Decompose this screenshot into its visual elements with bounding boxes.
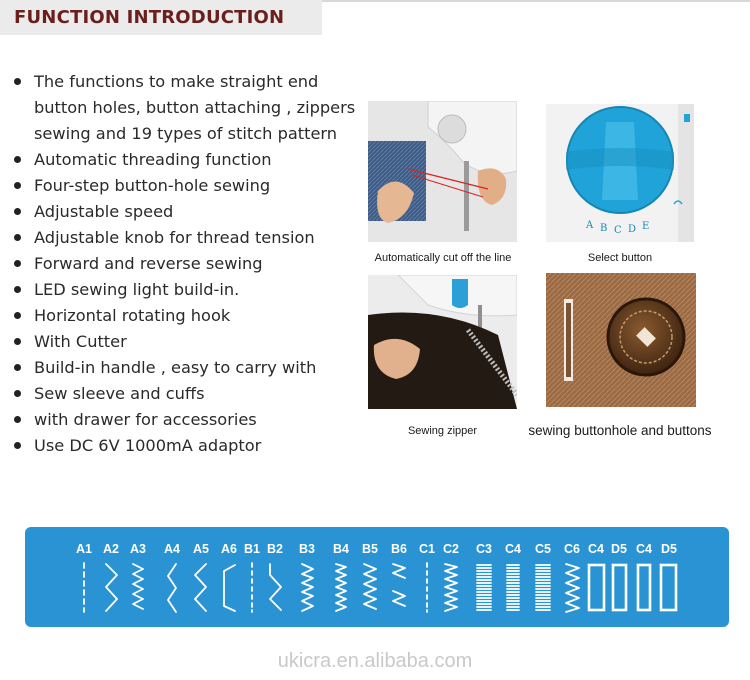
feature-item: Adjustable speed	[12, 199, 364, 225]
buttonhole-icon	[638, 565, 650, 610]
feature-item: Horizontal rotating hook	[12, 303, 364, 329]
stitch-code: A5	[193, 542, 209, 556]
feature-item: Four-step button-hole sewing	[12, 173, 364, 199]
stitch-code: C4	[636, 542, 652, 556]
stitch-c3-icon	[477, 565, 491, 610]
stitch-code: D5	[611, 542, 627, 556]
feature-item: Adjustable knob for thread tension	[12, 225, 364, 251]
feature-item: Use DC 6V 1000mA adaptor	[12, 433, 364, 459]
stitch-a4-icon	[168, 564, 176, 612]
svg-text:D: D	[628, 224, 637, 235]
stitch-b5-icon	[364, 564, 376, 609]
feature-item: Sew sleeve and cuffs	[12, 381, 364, 407]
stitch-code: A1	[76, 542, 92, 556]
stitch-code: B5	[362, 542, 378, 556]
feature-item: Build-in handle , easy to carry with	[12, 355, 364, 381]
stitch-code: B4	[333, 542, 349, 556]
svg-text:E: E	[642, 221, 650, 232]
svg-text:A: A	[586, 220, 594, 231]
svg-text:C: C	[614, 225, 622, 236]
buttonhole-icon	[661, 565, 676, 610]
caption-zipper: Sewing zipper	[407, 425, 478, 437]
stitch-c6-icon	[566, 564, 579, 612]
svg-text:B: B	[600, 223, 608, 234]
stitch-a6-icon	[224, 565, 235, 611]
stitch-code: B1	[244, 542, 260, 556]
stitch-code: C2	[443, 542, 459, 556]
stitch-a5-icon	[195, 564, 206, 611]
stitch-code: A6	[221, 542, 237, 556]
stitch-code: D5	[661, 542, 677, 556]
stitch-code: B6	[391, 542, 407, 556]
stitch-code: A2	[103, 542, 119, 556]
feature-item: The functions to make straight end button holes, button attaching , zippers sewing and 19 types of stitch pattern	[12, 69, 364, 147]
stitch-code: C3	[476, 542, 492, 556]
stitch-b2-icon	[270, 564, 281, 610]
stitch-b3-icon	[302, 564, 313, 611]
stitch-a3-icon	[133, 564, 143, 609]
stitch-c4-icon	[507, 565, 519, 610]
feature-item: LED sewing light build-in.	[12, 277, 364, 303]
stitch-code: A4	[164, 542, 180, 556]
stitch-code: A3	[130, 542, 146, 556]
feature-item: Forward and reverse sewing	[12, 251, 364, 277]
stitch-code: C1	[419, 542, 435, 556]
section-title: FUNCTION INTRODUCTION	[14, 7, 285, 28]
feature-item: With Cutter	[12, 329, 364, 355]
caption-select-button: Select button	[587, 252, 653, 264]
feature-item: Automatic threading function	[12, 147, 364, 173]
watermark: ukicra.en.alibaba.com	[277, 650, 473, 672]
stitch-c5-icon	[536, 565, 550, 610]
stitch-code: B2	[267, 542, 283, 556]
caption-cut-line: Automatically cut off the line	[374, 252, 512, 264]
stitch-code: B3	[299, 542, 315, 556]
stitch-b4-icon	[336, 564, 346, 611]
stitch-c2-icon	[445, 564, 457, 611]
caption-buttonhole: sewing buttonhole and buttons	[528, 423, 712, 438]
stitch-code: C6	[564, 542, 580, 556]
stitch-code: C5	[535, 542, 551, 556]
feature-item: with drawer for accessories	[12, 407, 364, 433]
stitch-code: C4	[588, 542, 604, 556]
buttonhole-icon	[613, 565, 626, 610]
stitch-code: C4	[505, 542, 521, 556]
stitch-b6-icon	[393, 564, 405, 606]
buttonhole-icon	[589, 565, 604, 610]
stitch-a2-icon	[106, 564, 117, 611]
